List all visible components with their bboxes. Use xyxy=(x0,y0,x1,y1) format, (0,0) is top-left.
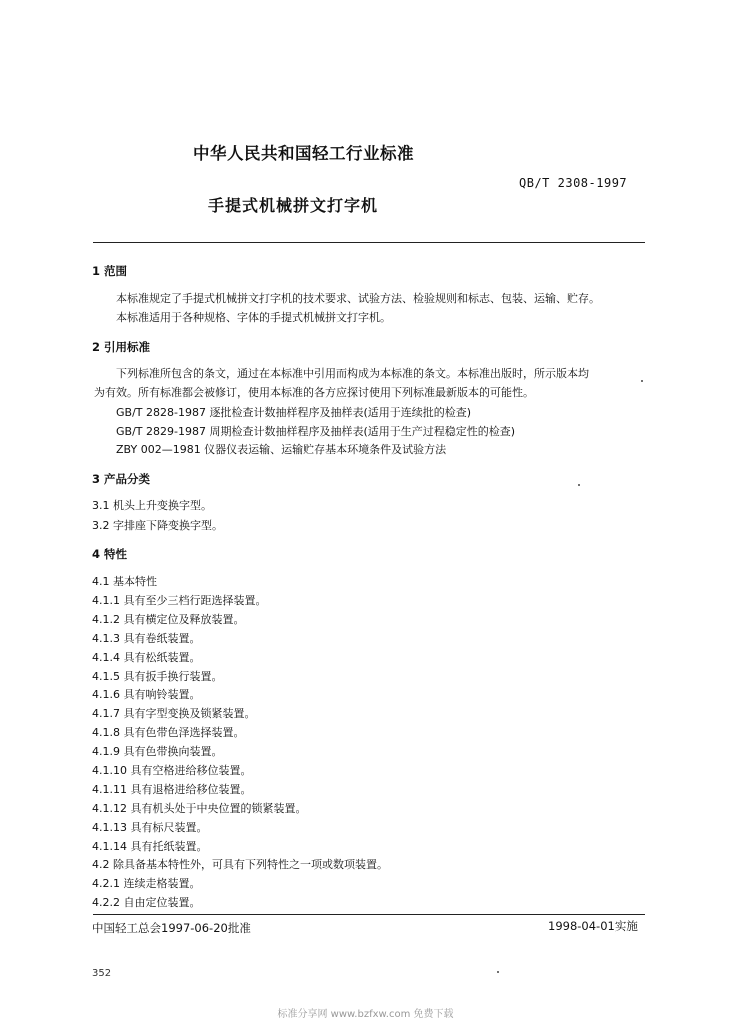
list-item: 4.2.1 连续走格装置。 xyxy=(92,877,201,890)
header-rule xyxy=(93,242,645,243)
paragraph: 本标准适用于各种规格、字体的手提式机械拼文打字机。 xyxy=(116,311,391,324)
approval-text: 中国轻工总会1997-06-20批准 xyxy=(92,921,251,935)
paragraph: 本标准规定了手提式机械拼文打字机的技术要求、试验方法、检验规则和标志、包装、运输、贮存。 xyxy=(116,292,600,305)
list-item: 4.1.12 具有机头处于中央位置的锁紧装置。 xyxy=(92,802,307,815)
list-item: 3.1 机头上升变换字型。 xyxy=(92,499,212,512)
list-item: 4.1.14 具有托纸装置。 xyxy=(92,840,208,853)
standard-title: 中华人民共和国轻工行业标准 xyxy=(193,144,414,163)
list-item: 4.1.5 具有扳手换行装置。 xyxy=(92,670,223,683)
list-item: 4.1.13 具有标尺装置。 xyxy=(92,821,208,834)
implementation-text: 1998-04-01实施 xyxy=(548,919,638,933)
reference-item: ZBY 002—1981 仪器仪表运输、运输贮存基本环境条件及试验方法 xyxy=(116,443,447,456)
section-heading-characteristics: 4 特性 xyxy=(92,547,128,561)
section-heading-classification: 3 产品分类 xyxy=(92,472,151,486)
paragraph: 为有效。所有标准都会被修订，使用本标准的各方应探讨使用下列标准最新版本的可能性。 xyxy=(94,386,534,399)
list-item: 4.1.7 具有字型变换及锁紧装置。 xyxy=(92,707,256,720)
list-item: 4.1.11 具有退格进给移位装置。 xyxy=(92,783,252,796)
list-item: 4.1 基本特性 xyxy=(92,575,157,588)
list-item: 4.2 除具备基本特性外，可具有下列特性之一项或数项装置。 xyxy=(92,858,388,871)
standard-code: QB/T 2308-1997 xyxy=(519,176,628,190)
list-item: 4.1.9 具有色带换向装置。 xyxy=(92,745,223,758)
section-heading-scope: 1 范围 xyxy=(92,264,128,278)
scan-speck xyxy=(578,484,580,486)
reference-item: GB/T 2829-1987 周期检查计数抽样程序及抽样表(适用于生产过程稳定性的检查) xyxy=(116,425,516,438)
footer-rule xyxy=(93,914,645,915)
watermark: 标准分享网 www.bzfxw.com 免费下载 xyxy=(277,1009,454,1020)
list-item: 4.1.10 具有空格进给移位装置。 xyxy=(92,764,252,777)
section-heading-references: 2 引用标准 xyxy=(92,340,151,354)
document-title: 手提式机械拼文打字机 xyxy=(208,196,379,215)
paragraph: 下列标准所包含的条文，通过在本标准中引用而构成为本标准的条文。本标准出版时，所示版本均 xyxy=(116,367,589,380)
scan-speck xyxy=(497,971,499,973)
scan-speck xyxy=(641,380,643,382)
list-item: 4.1.2 具有横定位及释放装置。 xyxy=(92,613,245,626)
list-item: 4.2.2 自由定位装置。 xyxy=(92,896,201,909)
list-item: 4.1.1 具有至少三档行距选择装置。 xyxy=(92,594,267,607)
list-item: 4.1.8 具有色带色泽选择装置。 xyxy=(92,726,245,739)
list-item: 4.1.6 具有响铃装置。 xyxy=(92,688,201,701)
reference-item: GB/T 2828-1987 逐批检查计数抽样程序及抽样表(适用于连续批的检查) xyxy=(116,406,472,419)
list-item: 4.1.4 具有松纸装置。 xyxy=(92,651,201,664)
list-item: 4.1.3 具有卷纸装置。 xyxy=(92,632,201,645)
page-number: 352 xyxy=(92,968,112,979)
list-item: 3.2 字排座下降变换字型。 xyxy=(92,519,223,532)
